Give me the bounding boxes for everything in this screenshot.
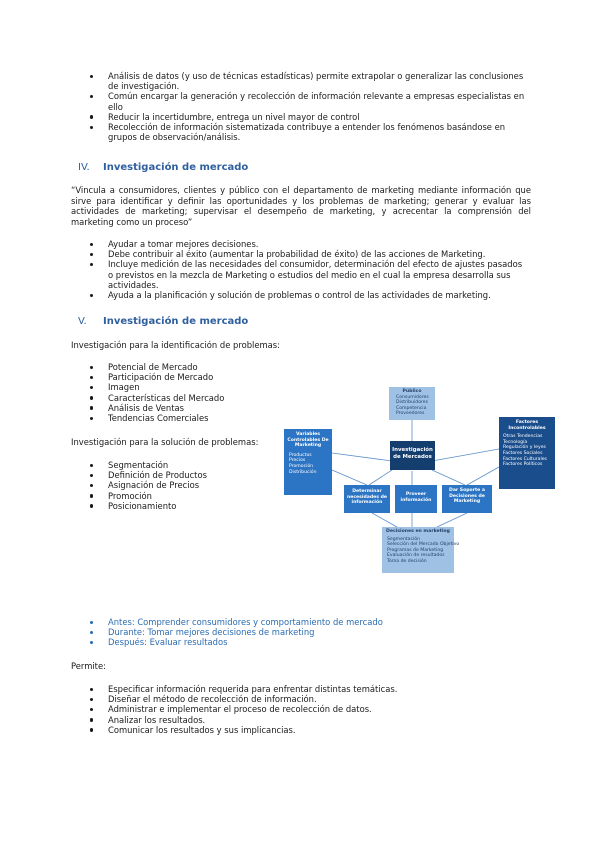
box-item: Otras Tendencias <box>503 434 543 440</box>
list-item: Administrar e implementar el proceso de recolección de datos. <box>89 704 509 714</box>
solution-bullet-list <box>89 460 279 511</box>
box-item: Factores Políticos <box>503 462 543 468</box>
list-item: Posicionamiento <box>89 501 279 511</box>
box-item: Segmentación <box>387 536 421 542</box>
box-title: Dar Soporte a Decisiones de Marketing <box>449 488 485 505</box>
section-number: IV. <box>78 162 90 173</box>
box-item: Competencia <box>396 405 427 411</box>
list-item: Potencial de Mercado <box>89 362 289 372</box>
determine-needs-box <box>344 485 390 513</box>
box-item: Toma de decisión <box>387 558 427 564</box>
list-item: Durante: Tomar mejores decisiones de marketing <box>89 627 509 637</box>
list-item: Asignación de Precios <box>89 480 279 490</box>
box-item: Tecnología <box>503 439 528 445</box>
list-item: Imagen <box>89 382 289 392</box>
public-box <box>389 387 435 420</box>
list-item: Segmentación <box>89 460 279 470</box>
section-title: Investigación de mercado <box>103 316 249 327</box>
identification-bullet-list <box>89 362 289 423</box>
list-item: Características del Mercado <box>89 393 289 403</box>
marketing-decisions-box <box>382 527 460 573</box>
box-title: Determinar necesidades de información <box>346 489 388 506</box>
list-item: Debe contribuir al éxito (aumentar la probabilidad de éxito) de las acciones de Marketing. <box>89 249 529 259</box>
list-item: Ayuda a la planificación y solución de problemas o control de las actividades de marketing. <box>89 290 529 300</box>
permite-label: Permite: <box>71 661 106 671</box>
box-item: Regulación y leyes <box>503 445 546 451</box>
list-item: Promoción <box>89 491 279 501</box>
list-item: Comunicar los resultados y sus implicancias. <box>89 725 509 735</box>
box-item: Productos <box>289 452 312 458</box>
list-item: Después: Evaluar resultados <box>89 637 509 647</box>
list-item: Analizar los resultados. <box>89 715 509 725</box>
section-5-heading <box>78 316 248 327</box>
box-item: Distribución <box>289 469 317 475</box>
section-number: V. <box>78 316 87 327</box>
box-item: Precios <box>289 458 306 464</box>
controllable-variables-box <box>284 429 332 495</box>
list-item: Recolección de información sistematizada contribuye a entender los fenómenos basándose en grupos de observación/análisis. <box>89 122 529 142</box>
support-decisions-box <box>442 485 492 513</box>
intro-bullet-list <box>89 71 529 142</box>
section-4-heading <box>78 162 248 173</box>
box-title: Proveer información <box>400 492 432 503</box>
list-item: Especificar información requerida para enfrentar distintas temáticas. <box>89 684 509 694</box>
box-title: Investigación de Mercados <box>392 447 433 460</box>
list-item: Análisis de Ventas <box>89 403 289 413</box>
list-item: Antes: Comprender consumidores y comportamiento de mercado <box>89 617 509 627</box>
box-item: Distribuidores <box>396 400 429 406</box>
box-item: Factores Culturales <box>503 456 547 462</box>
box-item: Consumidores <box>396 394 429 400</box>
solution-label: Investigación para la solución de problemas: <box>71 437 259 447</box>
identification-label: Investigación para la identificación de problemas: <box>71 340 280 350</box>
section-title: Investigación de mercado <box>103 162 249 173</box>
box-title: Variables Controlables De Marketing <box>287 432 329 449</box>
list-item: Reducir la incertidumbre, entrega un nivel mayor de control <box>89 112 529 122</box>
box-item: Proveedores <box>396 411 425 417</box>
permite-bullet-list <box>89 684 509 735</box>
list-item: Diseñar el método de recolección de información. <box>89 694 509 704</box>
box-title: Decisiones en marketing <box>386 529 450 534</box>
list-item: Definición de Productos <box>89 470 279 480</box>
box-item: Promoción <box>289 463 314 469</box>
section-4-quote: “Vincula a consumidores, clientes y público con el departamento de marketing mediante información que sirve para identificar y definir las oportunidades y los problemas de marketing; generar y evaluar las actividades de marketing; supervisar el desempeño de marketing, y acrecentar la comprensión del marketing como un proceso” <box>71 185 531 227</box>
stages-bullet-list <box>89 617 509 648</box>
list-item: Incluye medición de las necesidades del consumidor, determinación del efecto de ajustes pasados o previstos en la mezcla de Marketing o estudios del medio en el cual la empresa desarrolla sus actividades. <box>89 259 529 290</box>
box-item: Evaluación de resultados <box>387 553 445 559</box>
list-item: Tendencias Comerciales <box>89 413 289 423</box>
uncontrollable-factors-box <box>499 417 555 489</box>
market-research-center-box <box>390 441 435 470</box>
section-4-bullet-list <box>89 239 529 300</box>
box-title: Público <box>402 389 422 394</box>
box-item: Programas de Marketing <box>387 547 444 553</box>
list-item: Común encargar la generación y recolección de información relevante a empresas especialistas en ello <box>89 91 529 111</box>
box-item: Selección del Mercado Objetivo <box>387 542 460 548</box>
list-item: Participación de Mercado <box>89 372 289 382</box>
provide-information-box <box>395 485 437 513</box>
list-item: Análisis de datos (y uso de técnicas estadísticas) permite extrapolar o generalizar las conclusiones de investigación. <box>89 71 529 91</box>
market-research-diagram <box>282 385 557 577</box>
box-title: Factores Incontrolables <box>508 420 546 431</box>
box-item: Factores Sociales <box>503 450 543 456</box>
list-item: Ayudar a tomar mejores decisiones. <box>89 239 529 249</box>
